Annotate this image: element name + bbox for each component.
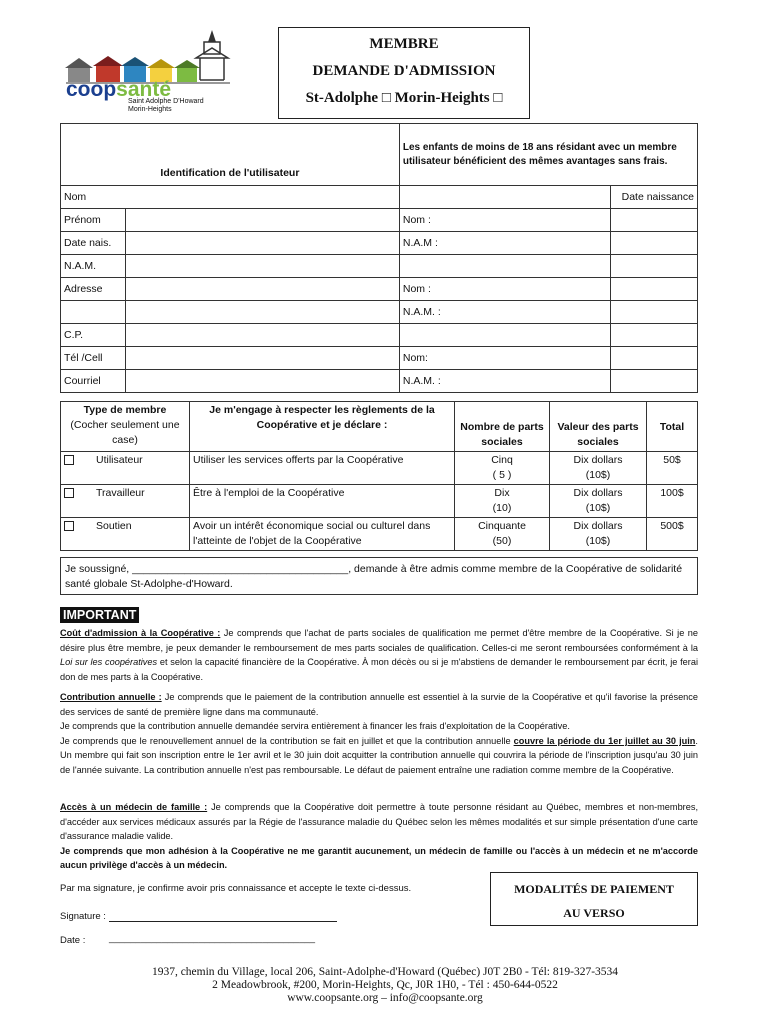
footer-line3[interactable]: www.coopsante.org – info@coopsante.org: [287, 992, 483, 1004]
valeur-soutien: [550, 518, 647, 551]
logo: [60, 28, 250, 120]
acces-label: Accès à un médecin de famille :: [60, 802, 208, 812]
declaration-part1: Je soussigné,: [65, 563, 133, 575]
valeur-head: Valeur des parts sociales: [550, 402, 647, 452]
contrib-label: Contribution annuelle :: [60, 692, 162, 702]
prenom-field[interactable]: [125, 209, 399, 232]
child3-nam-label[interactable]: N.A.M. :: [399, 370, 610, 393]
date-label: Date :: [60, 935, 86, 946]
child2-nom-label[interactable]: Nom :: [399, 278, 610, 301]
engage-head: Je m'engage à respecter les règlements de la Coopérative et je déclare :: [190, 402, 455, 452]
total-head: Total: [647, 402, 698, 452]
child2-date-field[interactable]: [611, 278, 698, 301]
contrib-text2: Je comprends que la contribution annuelle demandée servira entièrement à financer les frais d'exploitation de la Coopérative.: [60, 721, 570, 732]
contribution-paragraph: [60, 690, 698, 778]
blank-cell: [611, 324, 698, 347]
logo-coop: coop: [66, 78, 117, 101]
nom-field[interactable]: [399, 186, 610, 209]
children-note: Les enfants de moins de 18 ans résidant avec un membre utilisateur bénéficient des mêmes avantages sans frais.: [399, 124, 697, 186]
cout-text2: et selon la capacité financière de la Coopérative. À mon décès ou si je m'abstiens de demander le remboursement par écrit, je ferai don de mes parts à la Coopérative.: [60, 657, 698, 682]
parts-travailleur: [455, 485, 550, 518]
important-heading: IMPORTANT: [60, 607, 139, 623]
footer: [0, 966, 770, 1005]
checkbox-soutien[interactable]: [64, 521, 74, 531]
parts-head: Nombre de parts sociales: [455, 402, 550, 452]
footer-line1: 1937, chemin du Village, local 206, Saint-Adolphe-d'Howard (Québec) J0T 2B0 - Tél: 819-327-3534: [151, 966, 619, 978]
user-identification-table: [60, 123, 698, 393]
parts-text: Dix: [494, 487, 510, 499]
date-line[interactable]: _______________________________________: [109, 933, 316, 944]
adresse-label[interactable]: Adresse: [61, 278, 126, 301]
nom-label[interactable]: Nom: [61, 186, 400, 209]
desc-utilisateur: Utiliser les services offerts par la Coopérative: [190, 452, 455, 485]
ident-label: Identification de l'utilisateur: [61, 124, 400, 186]
valeur-num: (10$): [585, 502, 611, 514]
acces-bold: Je comprends que mon adhésion à la Coopérative ne me garantit aucunement, un médecin de famille ou l'accès à un médecin et ne m'accorde aucun privilège d'accès à un médecin.: [60, 845, 698, 871]
valeur-text: Dix dollars: [573, 520, 623, 532]
child3-date-field[interactable]: [611, 347, 698, 370]
blank-cell: [61, 301, 126, 324]
blank-cell: [399, 324, 610, 347]
title-line3: St-Adolphe □ Morin-Heights □: [305, 90, 503, 106]
nam-field[interactable]: [125, 255, 399, 278]
tel-label[interactable]: Tél /Cell: [61, 347, 126, 370]
type-header: [61, 402, 190, 452]
parts-soutien: [455, 518, 550, 551]
member-type-table: [60, 401, 698, 551]
logo-sante: santé: [116, 78, 172, 101]
cout-label: Coût d'admission à la Coopérative :: [60, 628, 221, 638]
blank-cell: [399, 255, 610, 278]
type-head: Type de membre: [83, 404, 167, 416]
valeur-text: Dix dollars: [573, 454, 623, 466]
cout-paragraph: [60, 626, 698, 684]
courriel-label[interactable]: Courriel: [61, 370, 126, 393]
parts-num: (50): [492, 535, 512, 547]
adresse-field-2[interactable]: [125, 301, 399, 324]
checkbox-travailleur[interactable]: [64, 488, 74, 498]
child2-nam-field[interactable]: [611, 301, 698, 324]
contrib-text3: Je comprends que le renouvellement annuel de la contribution se fait en juillet et que la contribution annuelle: [60, 735, 514, 746]
child-date-field[interactable]: [611, 209, 698, 232]
date-nais-field[interactable]: [125, 232, 399, 255]
cout-text: Je comprends que l'achat de parts sociales de qualification me permet d'être membre de la Coopérative. Si je ne désire plus être membre, je peux demander le remboursement de mes parts sociales de qualification. Celles-ci me seront remboursées conformément à la: [60, 628, 698, 653]
type-travailleur-cell[interactable]: [61, 485, 190, 518]
total-soutien: 500$: [647, 518, 698, 551]
type-utilisateur: Utilisateur: [96, 454, 143, 466]
parts-text: Cinquante: [478, 520, 526, 532]
cp-field[interactable]: [125, 324, 399, 347]
child3-nom-label[interactable]: Nom:: [399, 347, 610, 370]
nam-label[interactable]: N.A.M.: [61, 255, 126, 278]
desc-travailleur: Être à l'emploi de la Coopérative: [190, 485, 455, 518]
acces-paragraph: [60, 800, 698, 873]
valeur-num: (10$): [585, 535, 611, 547]
child2-nam-label[interactable]: N.A.M. :: [399, 301, 610, 324]
adresse-field[interactable]: [125, 278, 399, 301]
payment-box: [490, 872, 698, 926]
contrib-text1: Je comprends que le paiement de la contribution annuelle est essentiel à la survie de la Coopérative et qu'il favorise la présence des services de santé de première ligne dans ma communauté.: [60, 692, 698, 717]
type-soutien: Soutien: [96, 520, 132, 532]
tel-field[interactable]: [125, 347, 399, 370]
checkbox-utilisateur[interactable]: [64, 455, 74, 465]
type-travailleur: Travailleur: [96, 487, 145, 499]
courriel-field[interactable]: [125, 370, 399, 393]
type-soutien-cell[interactable]: [61, 518, 190, 551]
acces-text: Je comprends que la Coopérative doit permettre à toute personne résidant au Québec, membres et non-membres, d'accéder aux services médicaux assurés par la Régie de l'assurance maladie du Québec selon les mêmes modalités et sur simple présentation d'une carte d'assurance maladie valide.: [60, 802, 698, 842]
contrib-text4: . Un membre qui fait son inscription entre le 1er avril et le 30 juin doit acquitter la contribution annuelle qui couvrira la période de l'inscription jusqu'au 30 juin de l'année suivante. La contribution annuelle n'est pas remboursable. Le défaut de paiement entraîne une radiation comme membre de la Coopérative.: [60, 735, 698, 775]
declaration-name-blank[interactable]: _____________________________________: [132, 563, 349, 575]
date-naissance-label[interactable]: Date naissance: [611, 186, 698, 209]
desc-soutien: Avoir un intérêt économique social ou culturel dans l'atteinte de l'objet de la Coopérative: [190, 518, 455, 551]
child3-nam-field[interactable]: [611, 370, 698, 393]
signature-label: Signature :: [60, 911, 106, 922]
child-nom-label[interactable]: Nom :: [399, 209, 610, 232]
total-travailleur: 100$: [647, 485, 698, 518]
title-line1: MEMBRE: [369, 36, 439, 52]
declaration-box: [60, 557, 698, 595]
prenom-label[interactable]: Prénom: [61, 209, 126, 232]
valeur-utilisateur: [550, 452, 647, 485]
footer-line2: 2 Meadowbrook, #200, Morin-Heights, Qc, J0R 1H0, - Tél : 450-644-0522: [212, 979, 558, 991]
payment-line2: AU VERSO: [563, 906, 625, 920]
type-utilisateur-cell[interactable]: [61, 452, 190, 485]
declaration-part2: , demande à être admis comme membre de la Coopérative de solidarité santé globale St-Adolphe-d'Howard.: [65, 563, 683, 590]
logo-sub1: Saint Adolphe D'Howard: [128, 98, 204, 105]
total-utilisateur: 50$: [647, 452, 698, 485]
child-nam-label[interactable]: N.A.M :: [399, 232, 610, 255]
parts-utilisateur: [455, 452, 550, 485]
valeur-travailleur: [550, 485, 647, 518]
title-box: [278, 27, 530, 119]
type-sub: (Cocher seulement une case): [70, 419, 180, 446]
confirm-text: Par ma signature, je confirme avoir pris connaissance et accepte le texte ci-dessus.: [60, 883, 412, 894]
parts-text: Cinq: [491, 454, 513, 466]
cp-label[interactable]: C.P.: [61, 324, 126, 347]
signature-line[interactable]: [109, 908, 337, 922]
parts-num: ( 5 ): [492, 469, 512, 481]
title-line2: DEMANDE D'ADMISSION: [312, 63, 496, 79]
contrib-bold: couvre la période du 1er juillet au 30 juin: [513, 735, 696, 746]
cout-italic: Loi sur les coopératives: [60, 657, 158, 668]
payment-line1: MODALITÉS DE PAIEMENT: [514, 882, 674, 896]
parts-num: (10): [492, 502, 512, 514]
valeur-num: (10$): [585, 469, 611, 481]
valeur-text: Dix dollars: [573, 487, 623, 499]
child-nam-field[interactable]: [611, 232, 698, 255]
date-nais-label[interactable]: Date nais.: [61, 232, 126, 255]
logo-sub2: Morin-Heights: [128, 106, 172, 113]
blank-cell: [611, 255, 698, 278]
